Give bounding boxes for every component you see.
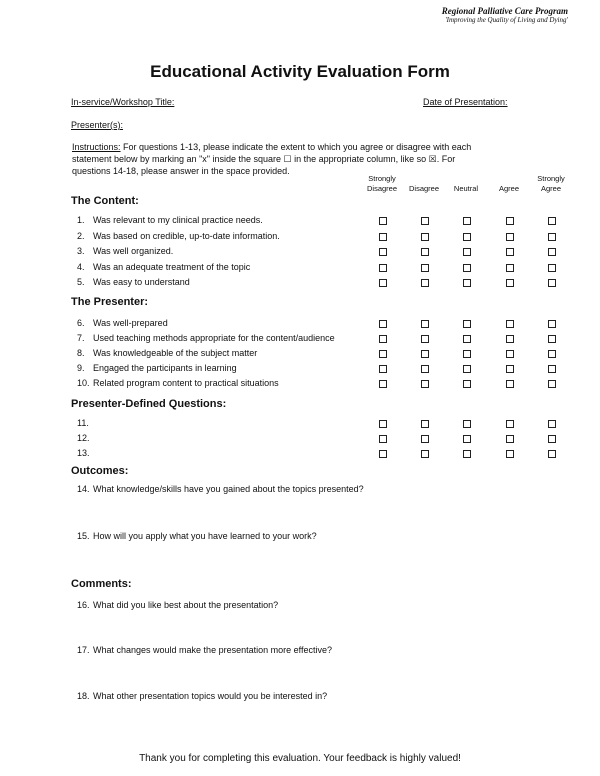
instructions-line-1: For questions 1-13, please indicate the extent to which you agree or disagree with each [120, 142, 472, 152]
rating-checkbox[interactable] [548, 380, 556, 388]
section-comments: Comments: [71, 578, 132, 590]
rating-checkbox[interactable] [506, 279, 514, 287]
date-of-presentation-field[interactable]: Date of Presentation: [423, 97, 508, 107]
rating-checkbox[interactable] [421, 380, 429, 388]
rating-checkbox[interactable] [506, 365, 514, 373]
rating-checkbox[interactable] [463, 380, 471, 388]
instructions-label: Instructions: [72, 142, 121, 152]
section-outcomes: Outcomes: [71, 465, 129, 477]
rating-checkbox[interactable] [421, 264, 429, 272]
col-neutral: Neutral [453, 184, 479, 193]
rated-question-row: 6. Was well-prepared [77, 318, 168, 328]
col-strongly-disagree: Strongly Disagree [366, 174, 397, 193]
rated-question-row: 9. Engaged the participants in learning [77, 363, 237, 373]
program-logo [442, 6, 568, 24]
rating-checkbox[interactable] [548, 233, 556, 241]
open-question: 15. How will you apply what you have learned to your work? [77, 531, 317, 541]
open-question: 14. What knowledge/skills have you gained about the topics presented? [77, 484, 364, 494]
rating-checkbox[interactable] [506, 350, 514, 358]
rating-checkbox[interactable] [421, 320, 429, 328]
instructions [72, 141, 517, 177]
rating-checkbox[interactable] [379, 435, 387, 443]
rating-checkbox[interactable] [379, 279, 387, 287]
rating-checkbox[interactable] [379, 350, 387, 358]
rating-checkbox[interactable] [506, 420, 514, 428]
col-disagree: Disagree [408, 184, 439, 193]
page-title: Educational Activity Evaluation Form [150, 62, 450, 81]
rating-checkbox[interactable] [548, 217, 556, 225]
rating-checkbox[interactable] [379, 264, 387, 272]
rating-checkbox[interactable] [379, 217, 387, 225]
rating-checkbox[interactable] [421, 248, 429, 256]
rating-checkbox[interactable] [463, 217, 471, 225]
rating-checkbox[interactable] [421, 335, 429, 343]
rating-checkbox[interactable] [463, 420, 471, 428]
rating-checkbox[interactable] [506, 380, 514, 388]
rating-checkbox[interactable] [421, 350, 429, 358]
rating-checkbox[interactable] [421, 279, 429, 287]
rating-checkbox[interactable] [463, 350, 471, 358]
rated-question-row: 4. Was an adequate treatment of the topic [77, 262, 251, 272]
rating-checkbox[interactable] [463, 435, 471, 443]
instructions-line-2: statement below by marking an "x" inside the square ☐ in the appropriate column, like so ☒. For [72, 154, 456, 164]
rating-checkbox[interactable] [506, 435, 514, 443]
footer-thanks: Thank you for completing this evaluation. Your feedback is highly valued! [139, 753, 461, 764]
rating-checkbox[interactable] [548, 248, 556, 256]
open-question: 16. What did you like best about the presentation? [77, 600, 279, 610]
col-strongly-agree: Strongly Agree [537, 174, 565, 193]
rated-question-row: 11. [77, 418, 89, 428]
rating-checkbox[interactable] [463, 264, 471, 272]
rating-checkbox[interactable] [506, 248, 514, 256]
rating-checkbox[interactable] [506, 450, 514, 458]
rating-checkbox[interactable] [506, 217, 514, 225]
section-content: The Content: [71, 195, 139, 207]
rating-checkbox[interactable] [379, 380, 387, 388]
rating-checkbox[interactable] [379, 248, 387, 256]
rated-question-row: 3. Was well organized. [77, 246, 174, 256]
rating-checkbox[interactable] [379, 320, 387, 328]
rating-checkbox[interactable] [506, 264, 514, 272]
rated-question-row: 12. [77, 433, 90, 443]
rating-checkbox[interactable] [379, 450, 387, 458]
rating-checkbox[interactable] [548, 264, 556, 272]
rating-checkbox[interactable] [506, 233, 514, 241]
rating-checkbox[interactable] [548, 450, 556, 458]
rated-question-row: 5. Was easy to understand [77, 277, 190, 287]
open-question: 18. What other presentation topics would you be interested in? [77, 691, 328, 701]
rating-checkbox[interactable] [463, 335, 471, 343]
rated-question-row: 10. Related program content to practical situations [77, 378, 279, 388]
col-agree: Agree [498, 184, 519, 193]
rating-checkbox[interactable] [463, 320, 471, 328]
rated-question-row: 1. Was relevant to my clinical practice needs. [77, 215, 263, 225]
rating-checkbox[interactable] [379, 420, 387, 428]
rating-checkbox[interactable] [421, 420, 429, 428]
rating-checkbox[interactable] [548, 435, 556, 443]
rating-checkbox[interactable] [548, 365, 556, 373]
inservice-title-field[interactable]: In-service/Workshop Title: [71, 97, 175, 107]
program-tagline: 'Improving the Quality of Living and Dying' [445, 16, 568, 24]
rating-checkbox[interactable] [463, 365, 471, 373]
rating-checkbox[interactable] [421, 435, 429, 443]
rating-checkbox[interactable] [463, 279, 471, 287]
rating-checkbox[interactable] [421, 217, 429, 225]
rated-question-row: 7. Used teaching methods appropriate for the content/audience [77, 333, 335, 343]
section-presenter-defined: Presenter-Defined Questions: [71, 398, 227, 410]
rating-checkbox[interactable] [548, 320, 556, 328]
rating-checkbox[interactable] [548, 420, 556, 428]
rated-question-row: 8. Was knowledgeable of the subject matter [77, 348, 258, 358]
rating-checkbox[interactable] [379, 233, 387, 241]
open-question: 17. What changes would make the presentation more effective? [77, 645, 332, 655]
rating-checkbox[interactable] [463, 248, 471, 256]
rating-checkbox[interactable] [548, 350, 556, 358]
program-name: Regional Palliative Care Program [441, 6, 568, 16]
rating-checkbox[interactable] [379, 365, 387, 373]
rating-checkbox[interactable] [421, 450, 429, 458]
rating-checkbox[interactable] [379, 335, 387, 343]
rating-checkbox[interactable] [506, 320, 514, 328]
rating-checkbox[interactable] [463, 450, 471, 458]
presenter-field[interactable]: Presenter(s): [71, 120, 124, 130]
rating-checkbox[interactable] [548, 335, 556, 343]
rated-question-row: 13. [77, 448, 90, 458]
section-presenter: The Presenter: [71, 296, 149, 308]
rating-checkbox[interactable] [548, 279, 556, 287]
rating-checkbox[interactable] [421, 233, 429, 241]
rated-question-row: 2. Was based on credible, up-to-date information. [77, 231, 280, 241]
rating-checkbox[interactable] [421, 365, 429, 373]
instructions-line-3: questions 14-18, please answer in the space provided. [72, 166, 290, 176]
rating-checkbox[interactable] [463, 233, 471, 241]
rating-checkbox[interactable] [506, 335, 514, 343]
